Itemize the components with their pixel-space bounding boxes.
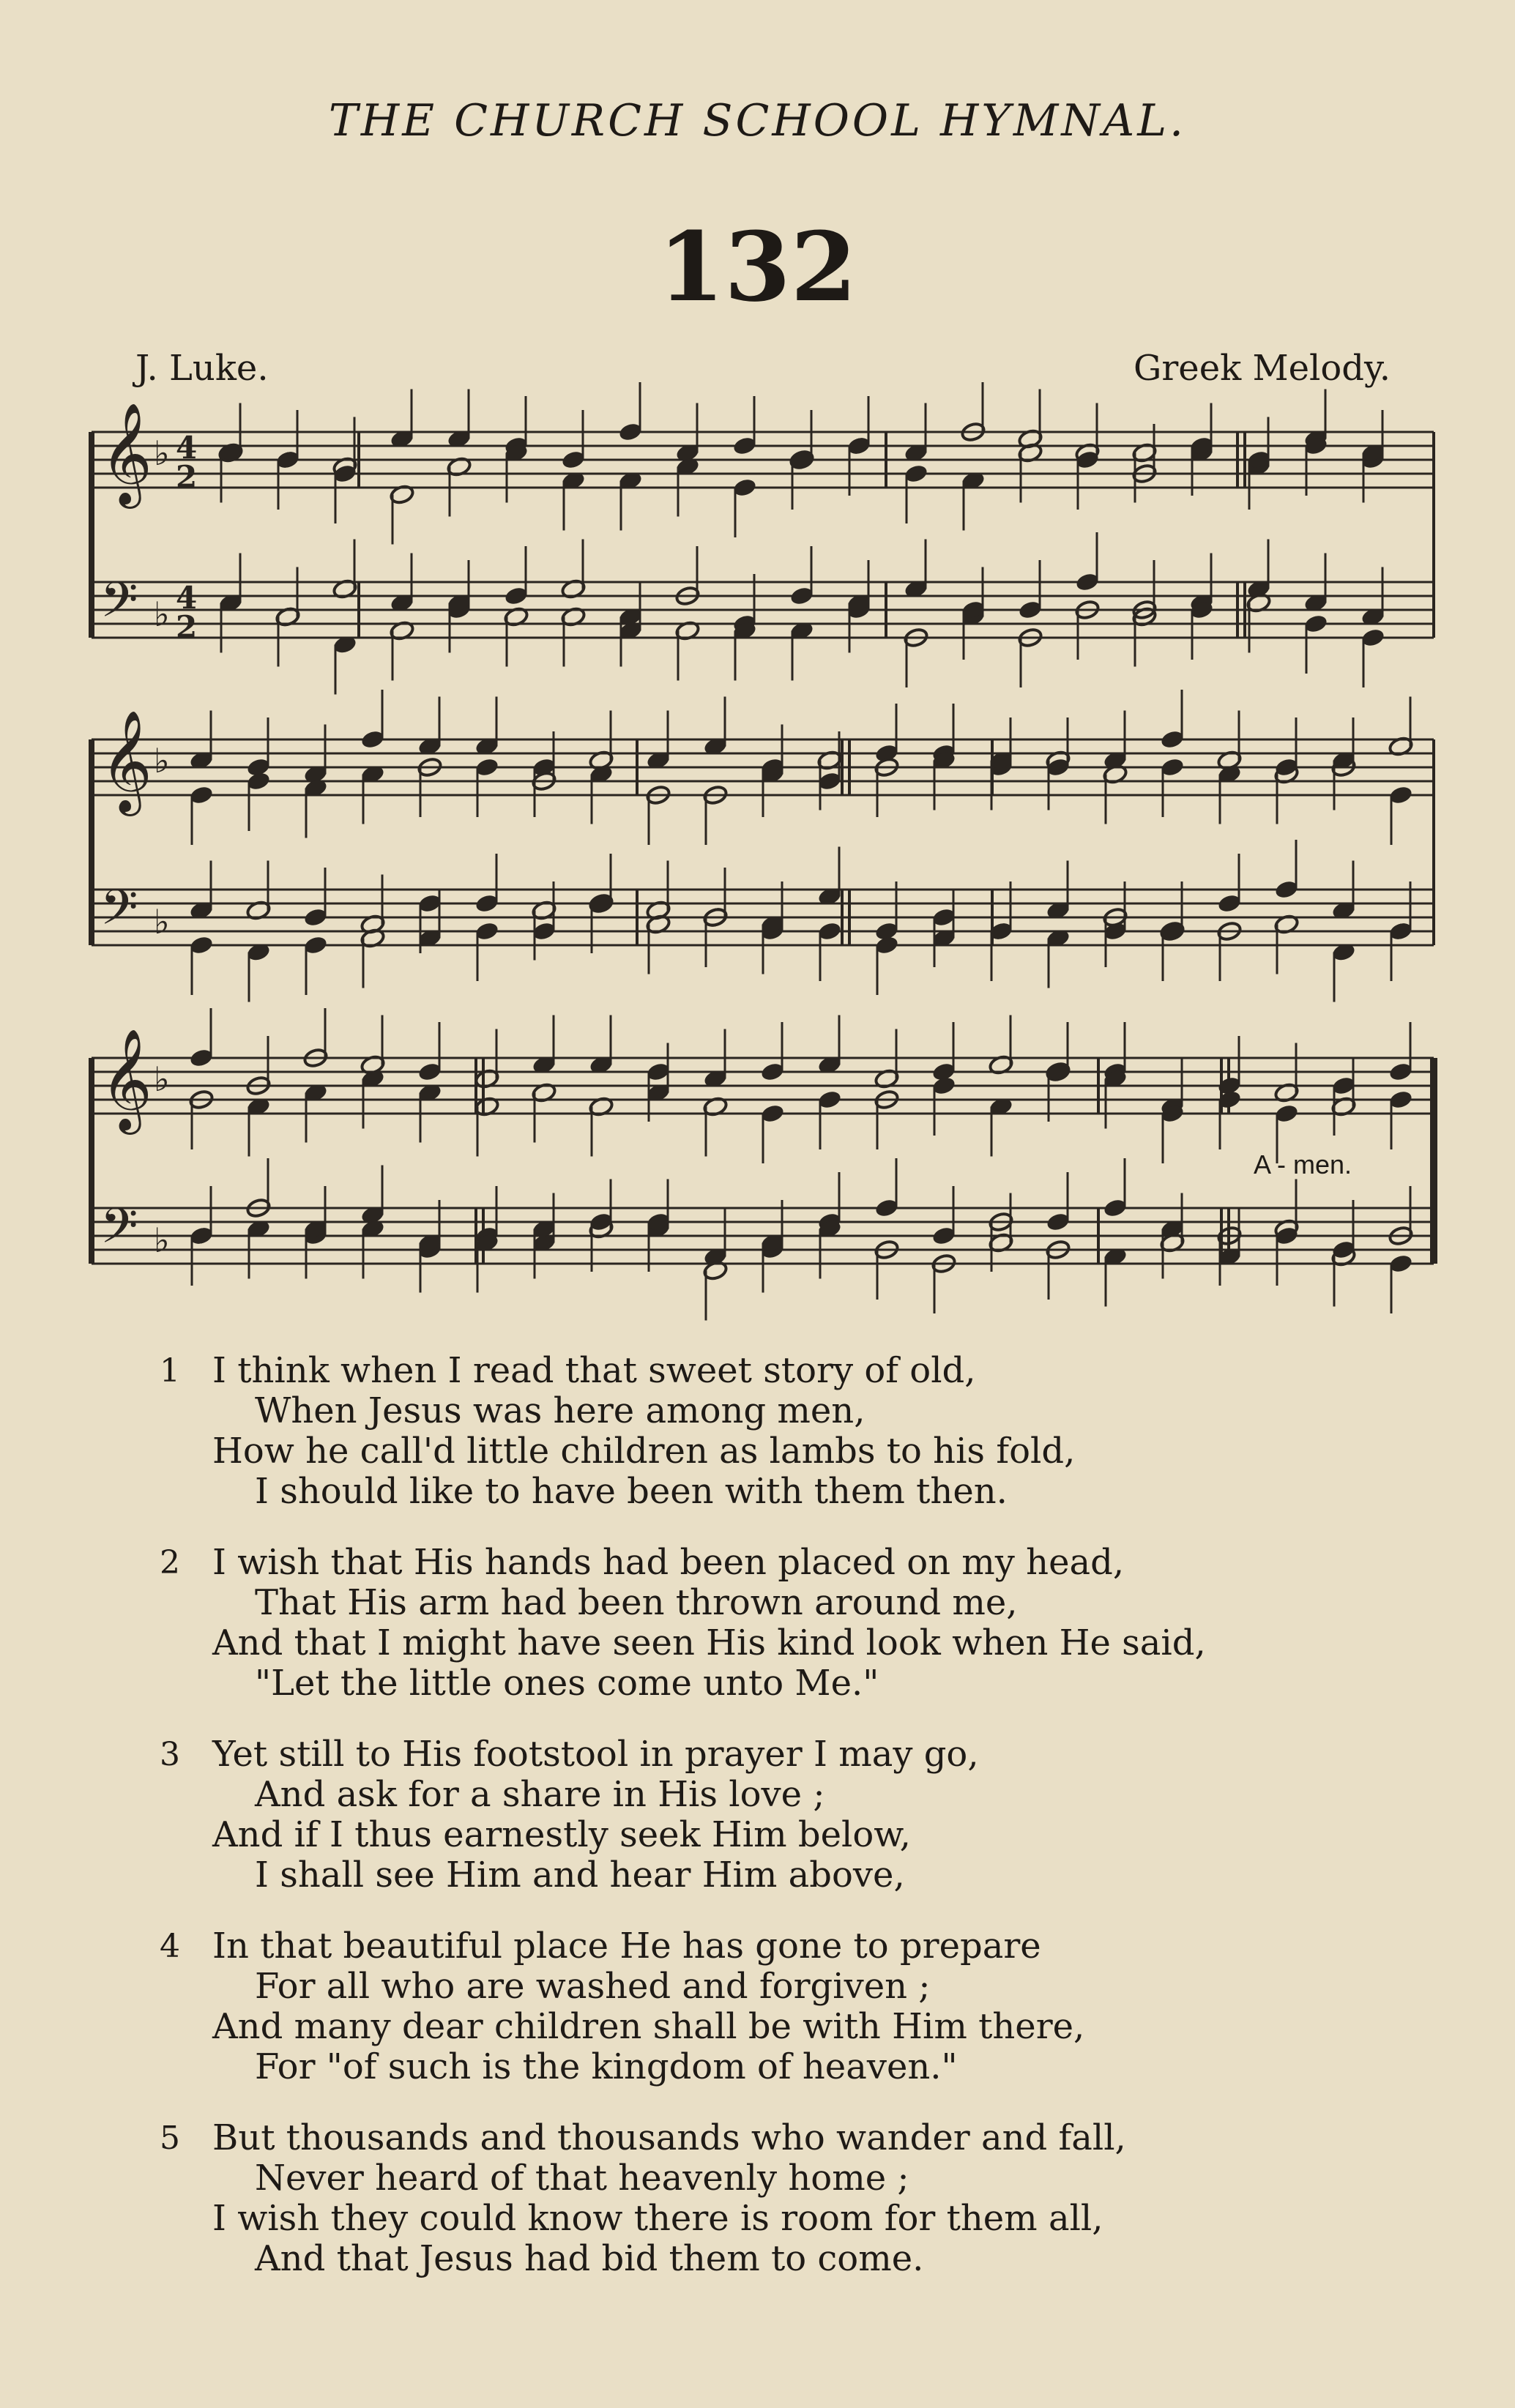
- bass-clef-icon: 𝄢: [100, 1198, 138, 1266]
- composer-credit: J. Luke.: [135, 348, 269, 389]
- verse-number: 5: [160, 2120, 180, 2157]
- verse-line: Never heard of that heavenly home ;: [255, 2158, 909, 2199]
- time-signature-top: 4: [176, 430, 198, 466]
- flat-icon: ♭: [154, 594, 170, 634]
- flat-icon: ♭: [154, 1059, 170, 1099]
- verse-line: I wish that His hands had been placed on my head,: [212, 1542, 1125, 1583]
- flat-icon: ♭: [154, 433, 170, 473]
- time-signature-top: 4: [176, 580, 198, 616]
- verse-1: [160, 1350, 1384, 1512]
- flat-icon: ♭: [154, 1220, 170, 1260]
- hymn-number: 132: [658, 211, 857, 323]
- verse-line: And that Jesus had bid them to come.: [255, 2238, 924, 2279]
- bass-clef-icon: 𝄢: [100, 879, 138, 947]
- verse-line: "Let the little ones come unto Me.": [255, 1663, 879, 1704]
- bass-clef-icon: 𝄢: [100, 572, 138, 640]
- verse-line: I wish they could know there is room for them all,: [212, 2198, 1103, 2239]
- verse-number: 3: [160, 1736, 180, 1773]
- flat-icon: ♭: [154, 902, 170, 942]
- verse-line: And many dear children shall be with Him there,: [212, 2006, 1085, 2047]
- verse-line: That His arm had been thrown around me,: [255, 1582, 1018, 1623]
- verse-4: [160, 1926, 1384, 2087]
- treble-clef-icon: 𝄞: [100, 403, 152, 504]
- verse-line: But thousands and thousands who wander and fall,: [212, 2117, 1126, 2158]
- verse-line: Yet still to His footstool in prayer I may go,: [212, 1734, 979, 1775]
- time-signature-bottom: 2: [176, 609, 198, 645]
- verse-line: And if I thus earnestly seek Him below,: [212, 1814, 911, 1855]
- verse-number: 1: [160, 1352, 180, 1390]
- verse-line: And ask for a share in His love ;: [255, 1774, 825, 1815]
- verse-line: I shall see Him and hear Him above,: [255, 1855, 905, 1896]
- amen-label: A - men.: [1254, 1149, 1352, 1179]
- verse-5: [160, 2117, 1384, 2279]
- verse-3: [160, 1734, 1384, 1896]
- verses: [160, 1350, 1384, 2310]
- verse-line: And that I might have seen His kind look when He said,: [212, 1622, 1206, 1663]
- verse-2: [160, 1542, 1384, 1704]
- verse-line: How he call'd little children as lambs to his fold,: [212, 1431, 1076, 1472]
- time-signature-bottom: 2: [176, 459, 198, 495]
- verse-line: I should like to have been with them then.: [255, 1471, 1008, 1512]
- flat-icon: ♭: [154, 741, 170, 780]
- verse-line: For "of such is the kingdom of heaven.": [255, 2046, 958, 2087]
- verse-line: In that beautiful place He has gone to prepare: [212, 1926, 1041, 1967]
- treble-clef-icon: 𝄞: [100, 1029, 152, 1130]
- verse-line: I think when I read that sweet story of old,: [212, 1350, 976, 1391]
- verse-line: When Jesus was here among men,: [255, 1390, 866, 1431]
- verse-number: 2: [160, 1544, 180, 1581]
- treble-clef-icon: 𝄞: [100, 710, 152, 812]
- verse-line: For all who are washed and forgiven ;: [255, 1966, 931, 2007]
- running-title: THE CHURCH SCHOOL HYMNAL.: [328, 95, 1187, 146]
- verse-number: 4: [160, 1928, 180, 1965]
- tune-source: Greek Melody.: [1134, 348, 1391, 389]
